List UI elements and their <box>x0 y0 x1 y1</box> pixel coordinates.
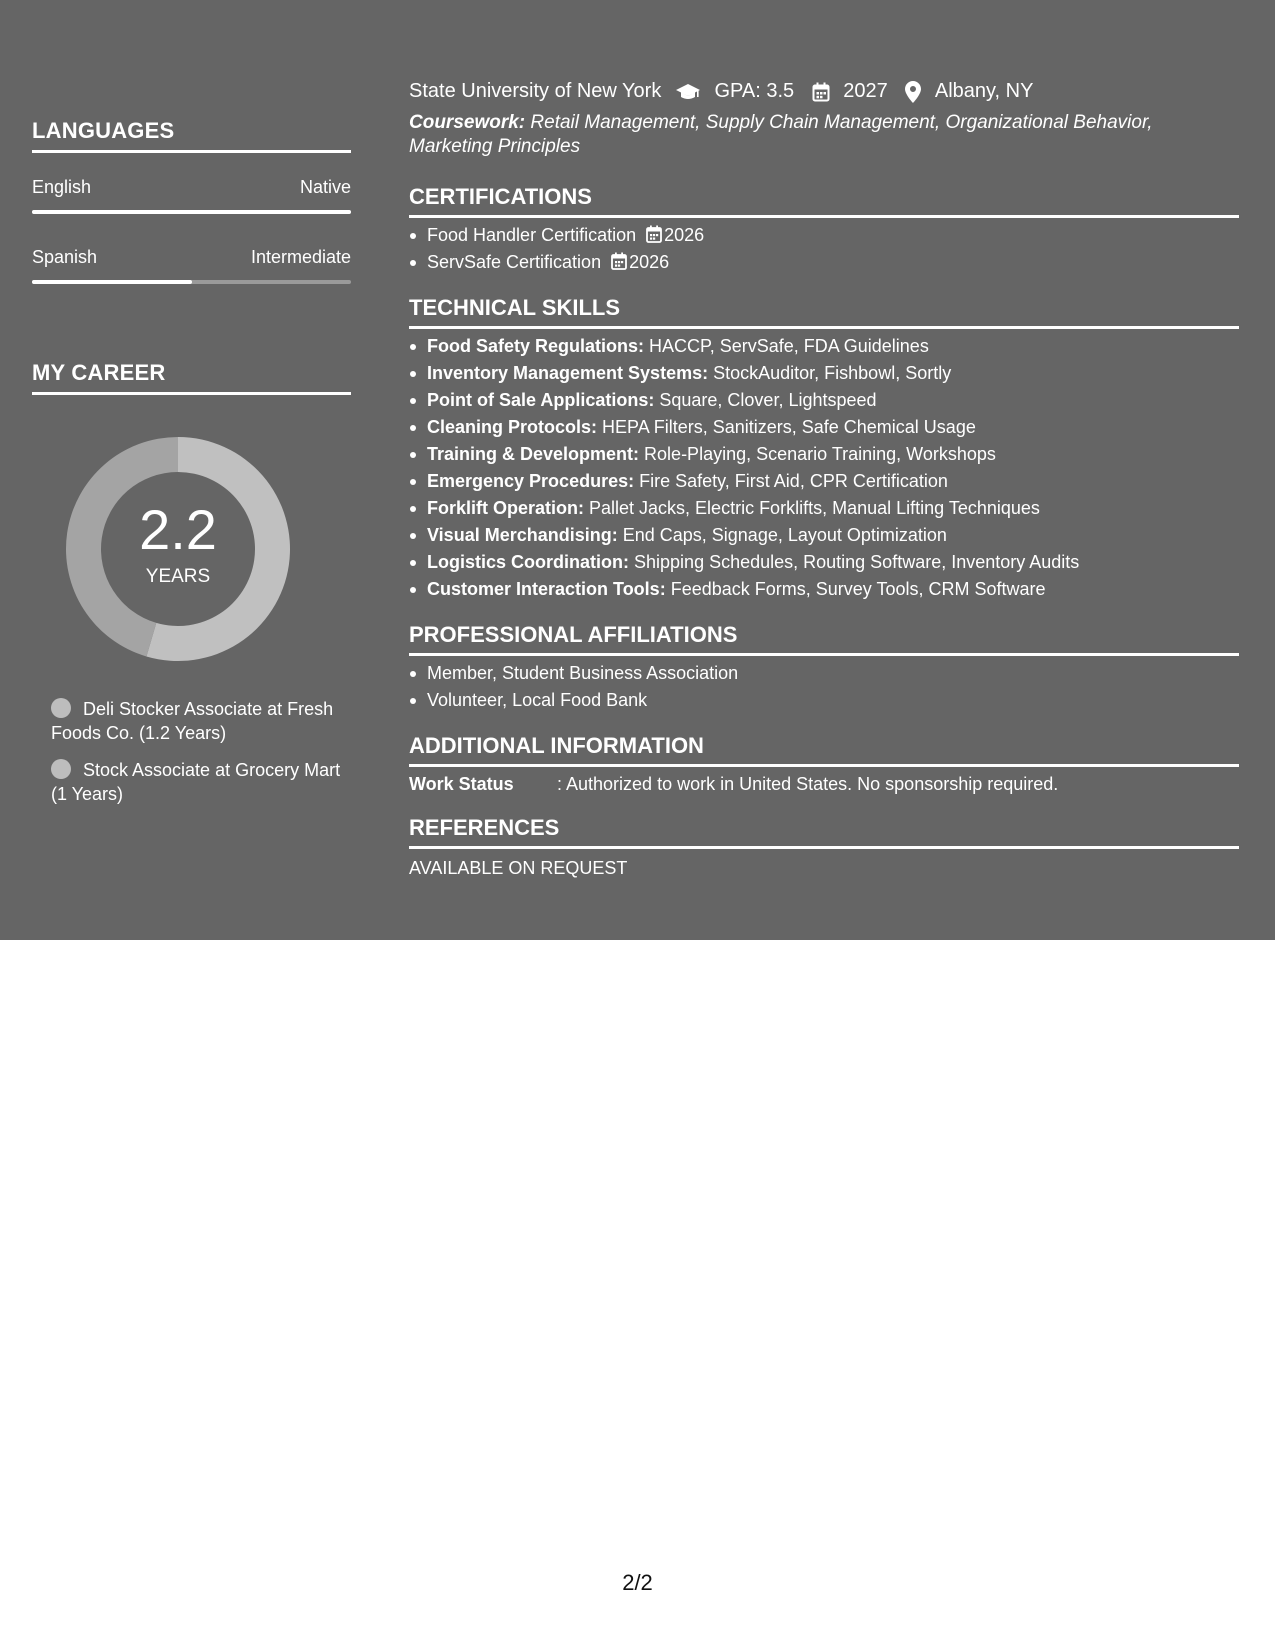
technical-skills-list <box>409 333 1239 603</box>
work-status-label: Work Status <box>409 774 514 794</box>
skill-item <box>427 360 1239 387</box>
references-text: AVAILABLE ON REQUEST <box>409 858 628 878</box>
skill-values: Pallet Jacks, Electric Forklifts, Manual Lifting Techniques <box>589 498 1040 518</box>
coursework-list: Retail Management, Supply Chain Management, Organizational Behavior, Marketing Principles <box>409 112 1153 157</box>
skill-item <box>427 441 1239 468</box>
calendar-icon <box>812 82 830 102</box>
skill-values: HEPA Filters, Sanitizers, Safe Chemical Usage <box>602 417 976 437</box>
language-name: English <box>32 177 92 197</box>
certification-item <box>427 249 1239 276</box>
certifications-heading: CERTIFICATIONS <box>409 184 1239 218</box>
certification-year: 2026 <box>664 225 705 245</box>
affiliations-heading: PROFESSIONAL AFFILIATIONS <box>409 622 1239 656</box>
additional-info-heading: ADDITIONAL INFORMATION <box>409 733 1239 767</box>
skill-category: Forklift Operation: <box>427 498 584 518</box>
skill-values: End Caps, Signage, Layout Optimization <box>622 525 947 545</box>
certifications-list <box>409 222 1239 276</box>
skill-values: Fire Safety, First Aid, CPR Certification <box>639 471 948 491</box>
certification-year: 2026 <box>629 252 670 272</box>
skill-category: Point of Sale Applications: <box>427 390 655 410</box>
skill-category: Training & Development: <box>427 444 640 464</box>
skill-category: Food Safety Regulations: <box>427 336 645 356</box>
career-total-years: 2.2 <box>139 498 217 561</box>
skill-values: Square, Clover, Lightspeed <box>659 390 877 410</box>
language-name: Spanish <box>32 247 98 267</box>
gpa: GPA: 3.5 <box>714 80 795 103</box>
career-donut-chart <box>66 437 290 661</box>
graduation-year: 2027 <box>843 80 888 103</box>
skill-item <box>427 387 1239 414</box>
certification-name: ServSafe Certification <box>427 252 602 272</box>
skill-item <box>427 414 1239 441</box>
technical-skills-heading: TECHNICAL SKILLS <box>409 295 1239 329</box>
school-name: State University of New York <box>409 80 662 103</box>
skill-category: Customer Interaction Tools: <box>427 579 666 599</box>
certification-name: Food Handler Certification <box>427 225 637 245</box>
affiliations-list <box>409 660 1239 714</box>
language-level: Intermediate <box>250 247 351 267</box>
career-list-item <box>51 758 351 806</box>
language-proficiency-fill <box>32 210 351 214</box>
languages-heading: LANGUAGES <box>32 118 351 153</box>
graduation-cap-icon <box>675 82 701 102</box>
skill-values: Feedback Forms, Survey Tools, CRM Software <box>670 579 1046 599</box>
career-heading: MY CAREER <box>32 360 351 395</box>
skill-item <box>427 576 1239 603</box>
skill-item <box>427 522 1239 549</box>
coursework <box>409 111 1239 159</box>
work-status-value: : Authorized to work in United States. No sponsorship required. <box>557 774 1059 794</box>
bullet-dot-icon <box>51 698 71 718</box>
skill-values: StockAuditor, Fishbowl, Sortly <box>713 363 952 383</box>
skill-category: Logistics Coordination: <box>427 552 629 572</box>
career-list-item <box>51 697 351 745</box>
language-proficiency-bar <box>32 280 351 284</box>
calendar-icon <box>646 225 662 243</box>
skill-item <box>427 549 1239 576</box>
career-item-text: Deli Stocker Associate at Fresh Foods Co. (1.2 Years) <box>51 699 334 743</box>
skill-category: Inventory Management Systems: <box>427 363 709 383</box>
skill-values: Shipping Schedules, Routing Software, Inventory Audits <box>634 552 1080 572</box>
skill-category: Cleaning Protocols: <box>427 417 598 437</box>
career-total-unit: YEARS <box>145 566 211 587</box>
certification-item <box>427 222 1239 249</box>
coursework-label: Coursework: <box>409 112 526 133</box>
skill-item <box>427 333 1239 360</box>
language-proficiency-fill <box>32 280 192 284</box>
calendar-icon <box>611 252 627 270</box>
language-proficiency-bar <box>32 210 351 214</box>
affiliation-item: Member, Student Business Association <box>427 660 1239 687</box>
references-heading: REFERENCES <box>409 815 1239 849</box>
bullet-dot-icon <box>51 759 71 779</box>
skill-category: Visual Merchandising: <box>427 525 618 545</box>
affiliation-item: Volunteer, Local Food Bank <box>427 687 1239 714</box>
skill-values: HACCP, ServSafe, FDA Guidelines <box>649 336 929 356</box>
page-number: 2/2 <box>622 1570 653 1595</box>
school-location: Albany, NY <box>934 80 1034 103</box>
language-level: Native <box>299 177 351 197</box>
skill-category: Emergency Procedures: <box>427 471 635 491</box>
education-line <box>409 80 1033 103</box>
skill-values: Role-Playing, Scenario Training, Workshops <box>644 444 996 464</box>
skill-item <box>427 468 1239 495</box>
location-pin-icon <box>905 81 921 103</box>
skill-item <box>427 495 1239 522</box>
career-item-text: Stock Associate at Grocery Mart (1 Years) <box>51 760 341 804</box>
